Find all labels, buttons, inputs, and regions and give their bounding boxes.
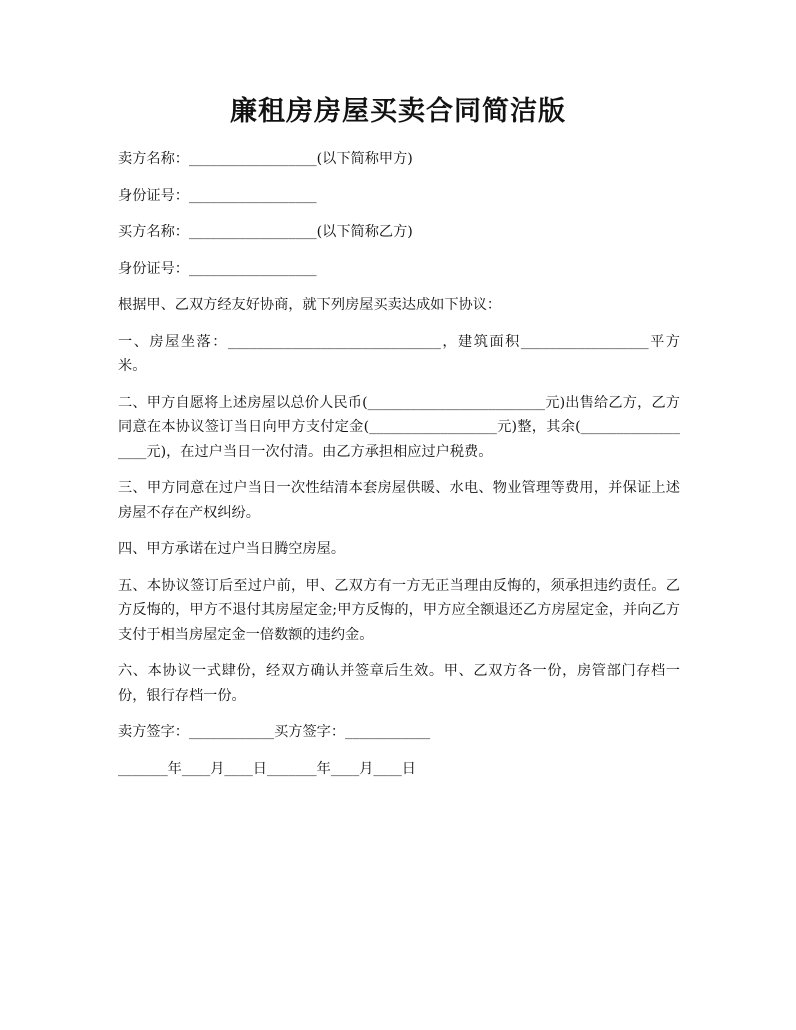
- seller-id-line: 身份证号：__________________: [118, 187, 317, 204]
- clause-6: 六、本协议一式肆份，经双方确认并签章后生效。甲、乙双方各一份，房管部门存档一份，银行存档一份。: [118, 663, 680, 704]
- seller-name-line: 卖方名称：__________________(以下简称甲方): [118, 151, 413, 167]
- clause-1: 一、房屋坐落：______________________________，建筑面积__________________平方米。: [118, 333, 680, 374]
- buyer-id-line: 身份证号：__________________: [118, 260, 317, 277]
- preamble-paragraph: 根据甲、乙双方经友好协商，就下列房屋买卖达成如下协议：: [118, 297, 502, 313]
- date-line: _______年____月____日_______年____月____日: [118, 760, 416, 777]
- document-title: 廉租房房屋买卖合同简洁版: [230, 96, 566, 127]
- document-body: [118, 147, 680, 793]
- buyer-name-line: 买方名称：__________________(以下简称乙方): [118, 224, 413, 240]
- signature-line: 卖方签字：____________买方签字：____________: [118, 724, 431, 740]
- clause-3: 三、甲方同意在过户当日一次性结清本套房屋供暖、水电、物业管理等费用，并保证上述房屋不存在产权纠纷。: [118, 480, 680, 521]
- clause-4: 四、甲方承诺在过户当日腾空房屋。: [118, 541, 346, 557]
- clause-2: 二、甲方自愿将上述房屋以总价人民币(_________________________元)出售给乙方，乙方同意在本协议签订当日向甲方支付定金(__________________元)整，其余(__________________元)，在过户当日一次付清。由乙方承担相应过户税费。: [118, 394, 680, 460]
- clause-5: 五、本协议签订后至过户前，甲、乙双方有一方无正当理由反悔的，须承担违约责任。乙方反悔的，甲方不退付其房屋定金;甲方反悔的，甲方应全额退还乙方房屋定金，并向乙方支付于相当房屋定金一倍数额的违约金。: [118, 577, 680, 643]
